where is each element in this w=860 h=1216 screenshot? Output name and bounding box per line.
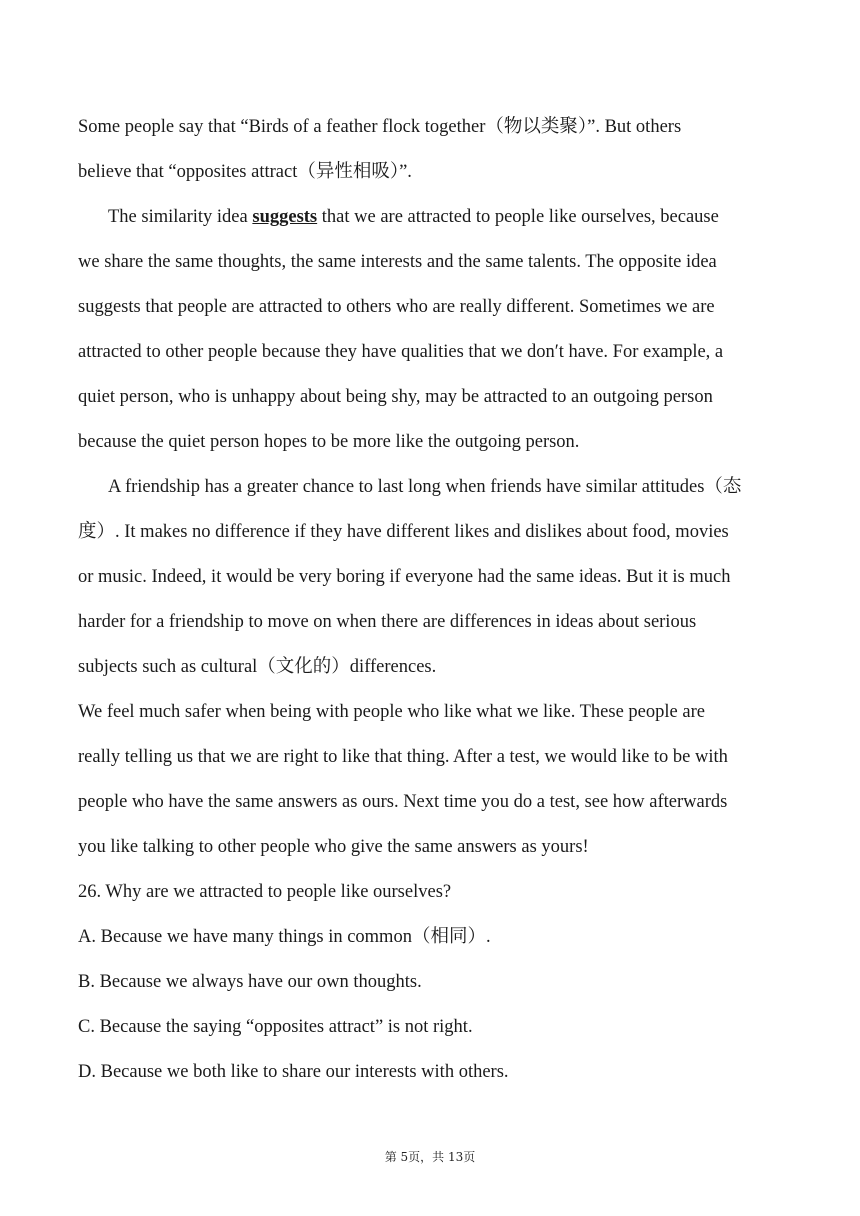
option-a: A. Because we have many things in common（相同）. — [78, 927, 491, 947]
paragraph-3-line-4: harder for a friendship to move on when there are differences in ideas about serious — [78, 612, 697, 632]
option-c: C. Because the saying “opposites attract” is not right. — [78, 1017, 473, 1037]
option-b: B. Because we always have our own thoughts. — [78, 972, 422, 992]
paragraph-3-line-1: A friendship has a greater chance to last long when friends have similar attitudes（态 — [108, 477, 742, 497]
option-d: D. Because we both like to share our interests with others. — [78, 1062, 509, 1082]
paragraph-2-line-1 — [78, 195, 784, 240]
paragraph-2-line-4: attracted to other people because they have qualities that we donʹt have. For example, a — [78, 342, 724, 362]
paragraph-4-line-1: We feel much safer when being with people who like what we like. These people are — [78, 702, 705, 722]
paragraph-3-line-5: subjects such as cultural（文化的）differences. — [78, 657, 437, 677]
paragraph-4-line-4: you like talking to other people who give the same answers as yours! — [78, 837, 589, 857]
paragraph-2-lead-rest: that we are attracted to people like ourselves, because — [317, 207, 719, 227]
paragraph-4-line-3: people who have the same answers as ours. Next time you do a test, see how afterwards — [78, 792, 728, 812]
paragraph-2-line-3: suggests that people are attracted to others who are really different. Sometimes we are — [78, 297, 715, 317]
paragraph-2-line-6: because the quiet person hopes to be more like the outgoing person. — [78, 432, 580, 452]
paragraph-1-line-2: believe that “opposites attract（异性相吸）”. — [78, 162, 412, 182]
document-body — [78, 105, 784, 1095]
page-number: 第 5页，共 13页 — [384, 1150, 476, 1164]
paragraph-2-line-5: quiet person, who is unhappy about being shy, may be attracted to an outgoing person — [78, 387, 713, 407]
question-stem: 26. Why are we attracted to people like ourselves? — [78, 882, 452, 902]
paragraph-2-line-2: we share the same thoughts, the same interests and the same talents. The opposite idea — [78, 252, 717, 272]
paragraph-3-line-2: 度）. It makes no difference if they have different likes and dislikes about food, movies — [78, 522, 729, 542]
paragraph-2-lead: The similarity idea — [108, 207, 253, 227]
keyword-suggests: suggests — [252, 207, 318, 227]
paragraph-1-line-1: Some people say that “Birds of a feather flock together（物以类聚）”. But others — [78, 117, 682, 137]
paragraph-3-line-3: or music. Indeed, it would be very boring if everyone had the same ideas. But it is much — [78, 567, 731, 587]
paragraph-4-line-2: really telling us that we are right to like that thing. After a test, we would like to be with — [78, 747, 728, 767]
